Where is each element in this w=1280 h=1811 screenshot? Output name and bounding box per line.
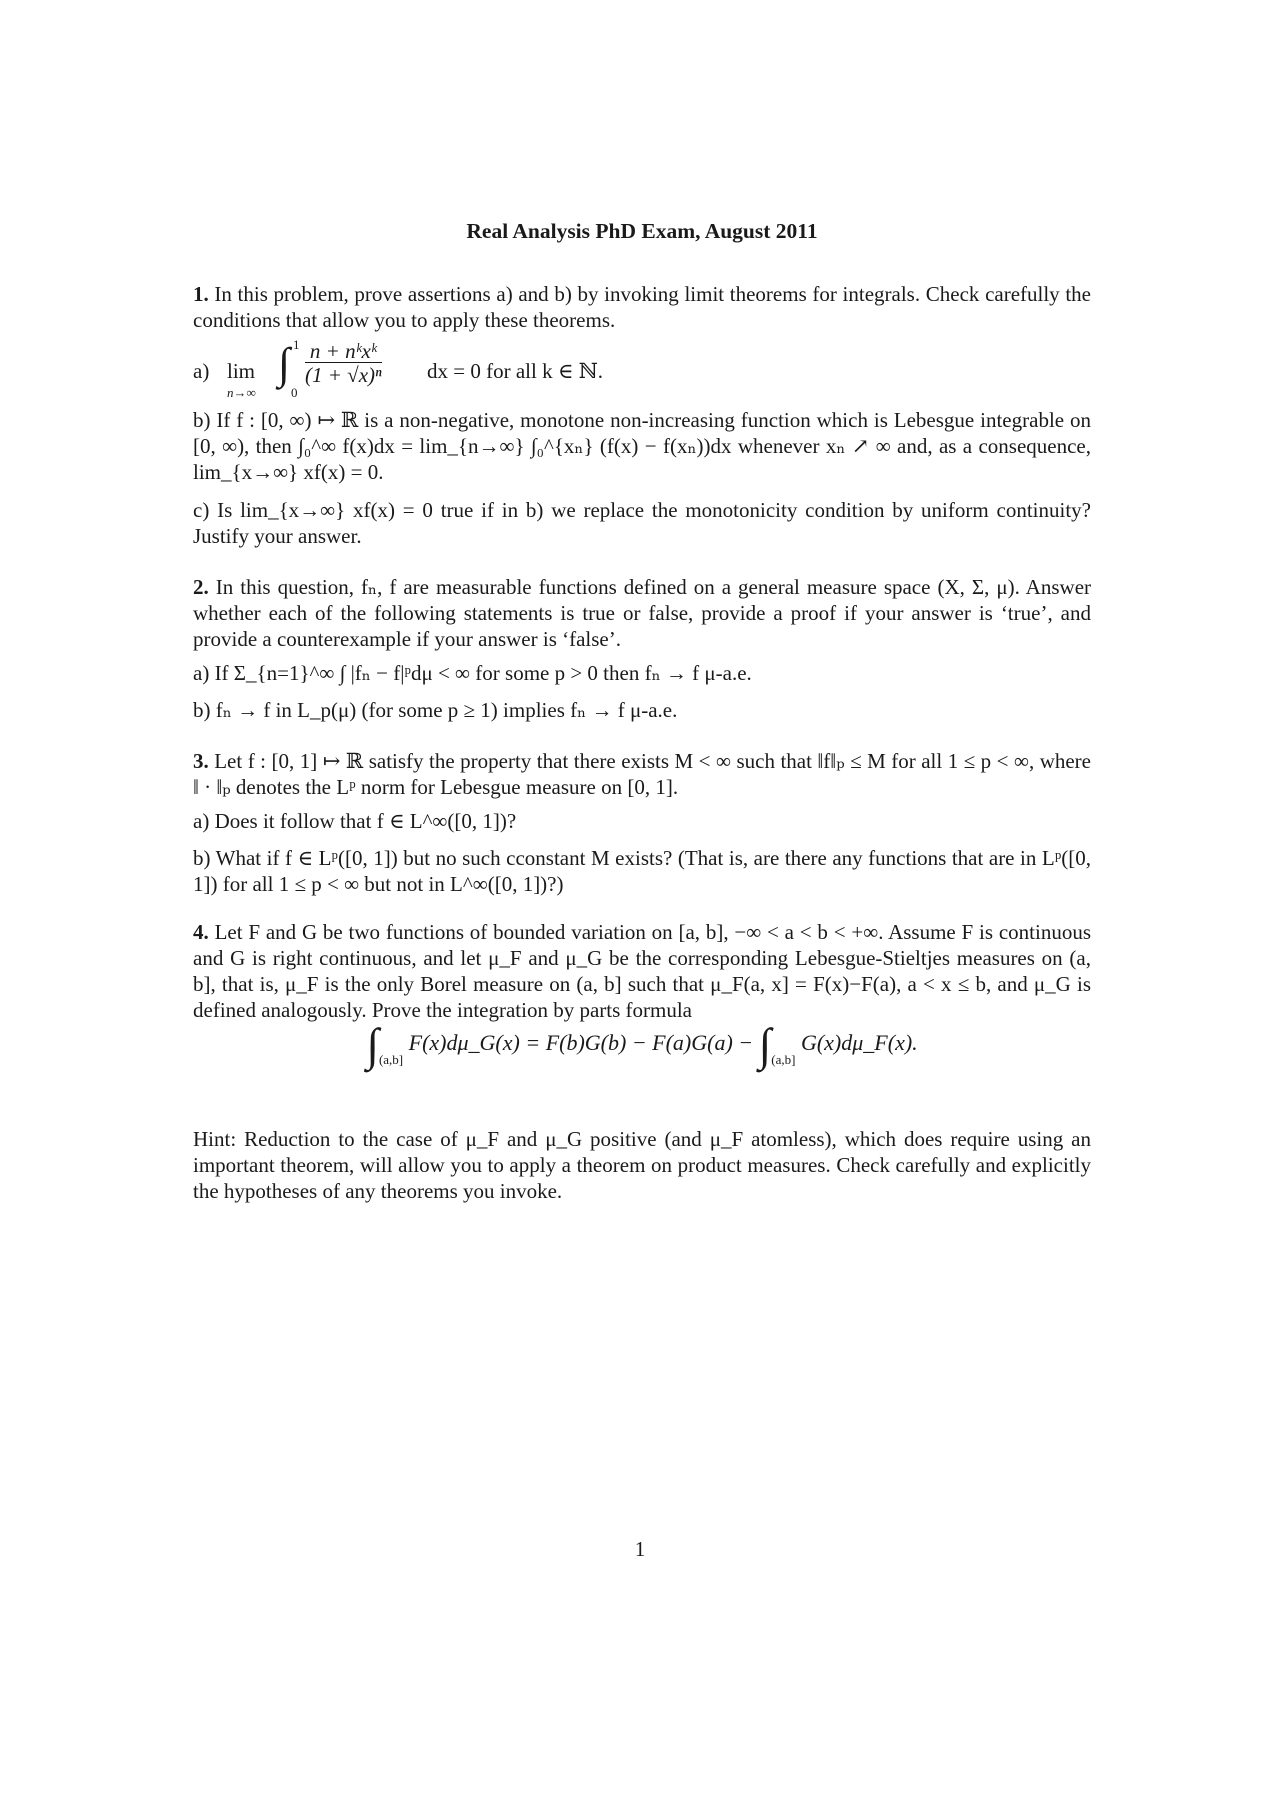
integrand-denominator: (1 + √x)ⁿ <box>305 363 382 387</box>
formula-right-side: G(x)dμ_F(x). <box>800 1030 918 1055</box>
problem-2-part-b-text: b) fₙ → f in L_p(μ) (for some p ≥ 1) implies fₙ → f μ-a.e. <box>193 698 678 722</box>
problem-3-part-b-text: b) What if f ∈ Lᵖ([0, 1]) but no such cconstant M exists? (That is, are there any functions that are in Lᵖ([0, 1]) for all 1 ≤ p < ∞ but not in L^∞([0, 1])?) <box>193 846 1091 896</box>
formula-left-side: F(x)dμ_G(x) = F(b)G(b) − F(a)G(a) − <box>408 1030 754 1055</box>
problem-4-hint <box>193 1126 1091 1204</box>
problem-4-intro-text: Let F and G be two functions of bounded variation on [a, b], −∞ < a < b < +∞. Assume F is continuous and G is right continuous, and let μ_F and μ_G be the corresponding Lebesgue-Stieltjes measures on (a, b], that is, μ_F is the only Borel measure on (a, b] such that μ_F(a, x] = F(x)−F(a), a < x ≤ b, and μ_G is defined analogously. Prove the integration by parts formula <box>193 920 1092 1022</box>
formula-integral-sign-left: ∫ <box>366 1019 379 1070</box>
integrand-numerator: n + nᵏxᵏ <box>305 340 382 363</box>
problem-1-number: 1. <box>193 282 209 306</box>
problem-3-number: 3. <box>193 749 209 773</box>
part-c-text: c) Is lim_{x→∞} xf(x) = 0 true if in b) we replace the monotonicity condition by uniform continuity? Justify your answer. <box>193 498 1091 548</box>
integral-upper-limit: 1 <box>293 337 300 352</box>
problem-2-part-b <box>193 697 1091 723</box>
page-number: 1 <box>634 1537 646 1561</box>
integral-lower-limit: 0 <box>291 385 298 400</box>
problem-2-part-a <box>193 660 1091 686</box>
part-a-label: a) <box>193 359 210 383</box>
formula-subscript-left: (a,b] <box>378 1052 404 1067</box>
problem-4-intro <box>193 919 1091 1023</box>
hint-text: Hint: Reduction to the case of μ_F and μ_G positive (and μ_F atomless), which does require using an important theorem, will allow you to apply a theorem on product measures. Check carefully and explicitly the hypotheses of any theorems you invoke. <box>193 1127 1091 1203</box>
problem-4-number: 4. <box>193 920 209 944</box>
problem-1-part-b <box>193 407 1091 485</box>
part-a-rest: dx = 0 for all k ∈ ℕ. <box>427 359 604 383</box>
integration-by-parts-formula <box>193 1019 1091 1090</box>
part-b-text: b) If f : [0, ∞) ↦ ℝ is a non-negative, monotone non-increasing function which is Lebesgue integrable on [0, ∞), then ∫₀^∞ f(x)dx = lim_{n→∞} ∫₀^{xₙ} (f(x) − f(xₙ))dx whenever xₙ ↗ ∞ and, as a consequence, lim_{x→∞} xf(x) = 0. <box>193 408 1091 484</box>
problem-1-part-c <box>193 497 1091 549</box>
problem-3-intro <box>193 748 1091 800</box>
formula-integral-sign-right: ∫ <box>758 1019 772 1070</box>
problem-4 <box>193 919 1091 1023</box>
problem-3 <box>193 748 1091 800</box>
problem-3-part-a-text: a) Does it follow that f ∈ L^∞([0, 1])? <box>193 809 517 833</box>
integrand-fraction <box>305 340 382 387</box>
problem-3-part-a <box>193 808 1091 834</box>
problem-2 <box>193 574 1091 652</box>
integral-sign: ∫ <box>278 339 291 388</box>
problem-2-part-a-text: a) If Σ_{n=1}^∞ ∫ |fₙ − f|ᵖdμ < ∞ for some p > 0 then fₙ → f μ-a.e. <box>193 661 752 685</box>
formula-subscript-right: (a,b] <box>771 1052 796 1067</box>
problem-2-number: 2. <box>193 575 209 599</box>
problem-1-intro-text: In this problem, prove assertions a) and b) by invoking limit theorems for integrals. Check carefully the conditions that allow you to apply these theorems. <box>193 282 1091 332</box>
problem-1-intro <box>193 281 1091 333</box>
problem-1-part-a <box>193 336 1091 402</box>
problem-2-intro-text: In this question, fₙ, f are measurable functions defined on a general measure space (X, Σ, μ). Answer whether each of the following statements is true or false, provide a proof if your answer is ‘true’, and provide a counterexample if your answer is ‘false’. <box>193 575 1092 651</box>
problem-2-intro <box>193 574 1091 652</box>
page-title: Real Analysis PhD Exam, August 2011 <box>466 219 818 243</box>
limit-subscript: n→∞ <box>227 385 256 400</box>
limit-symbol: lim <box>227 359 256 383</box>
problem-3-intro-text: Let f : [0, 1] ↦ ℝ satisfy the property that there exists M < ∞ such that ‖f‖ₚ ≤ M for all 1 ≤ p < ∞, where ‖ · ‖ₚ denotes the Lᵖ norm for Lebesgue measure on [0, 1]. <box>193 749 1091 799</box>
problem-1 <box>193 281 1091 333</box>
problem-3-part-b <box>193 845 1091 897</box>
